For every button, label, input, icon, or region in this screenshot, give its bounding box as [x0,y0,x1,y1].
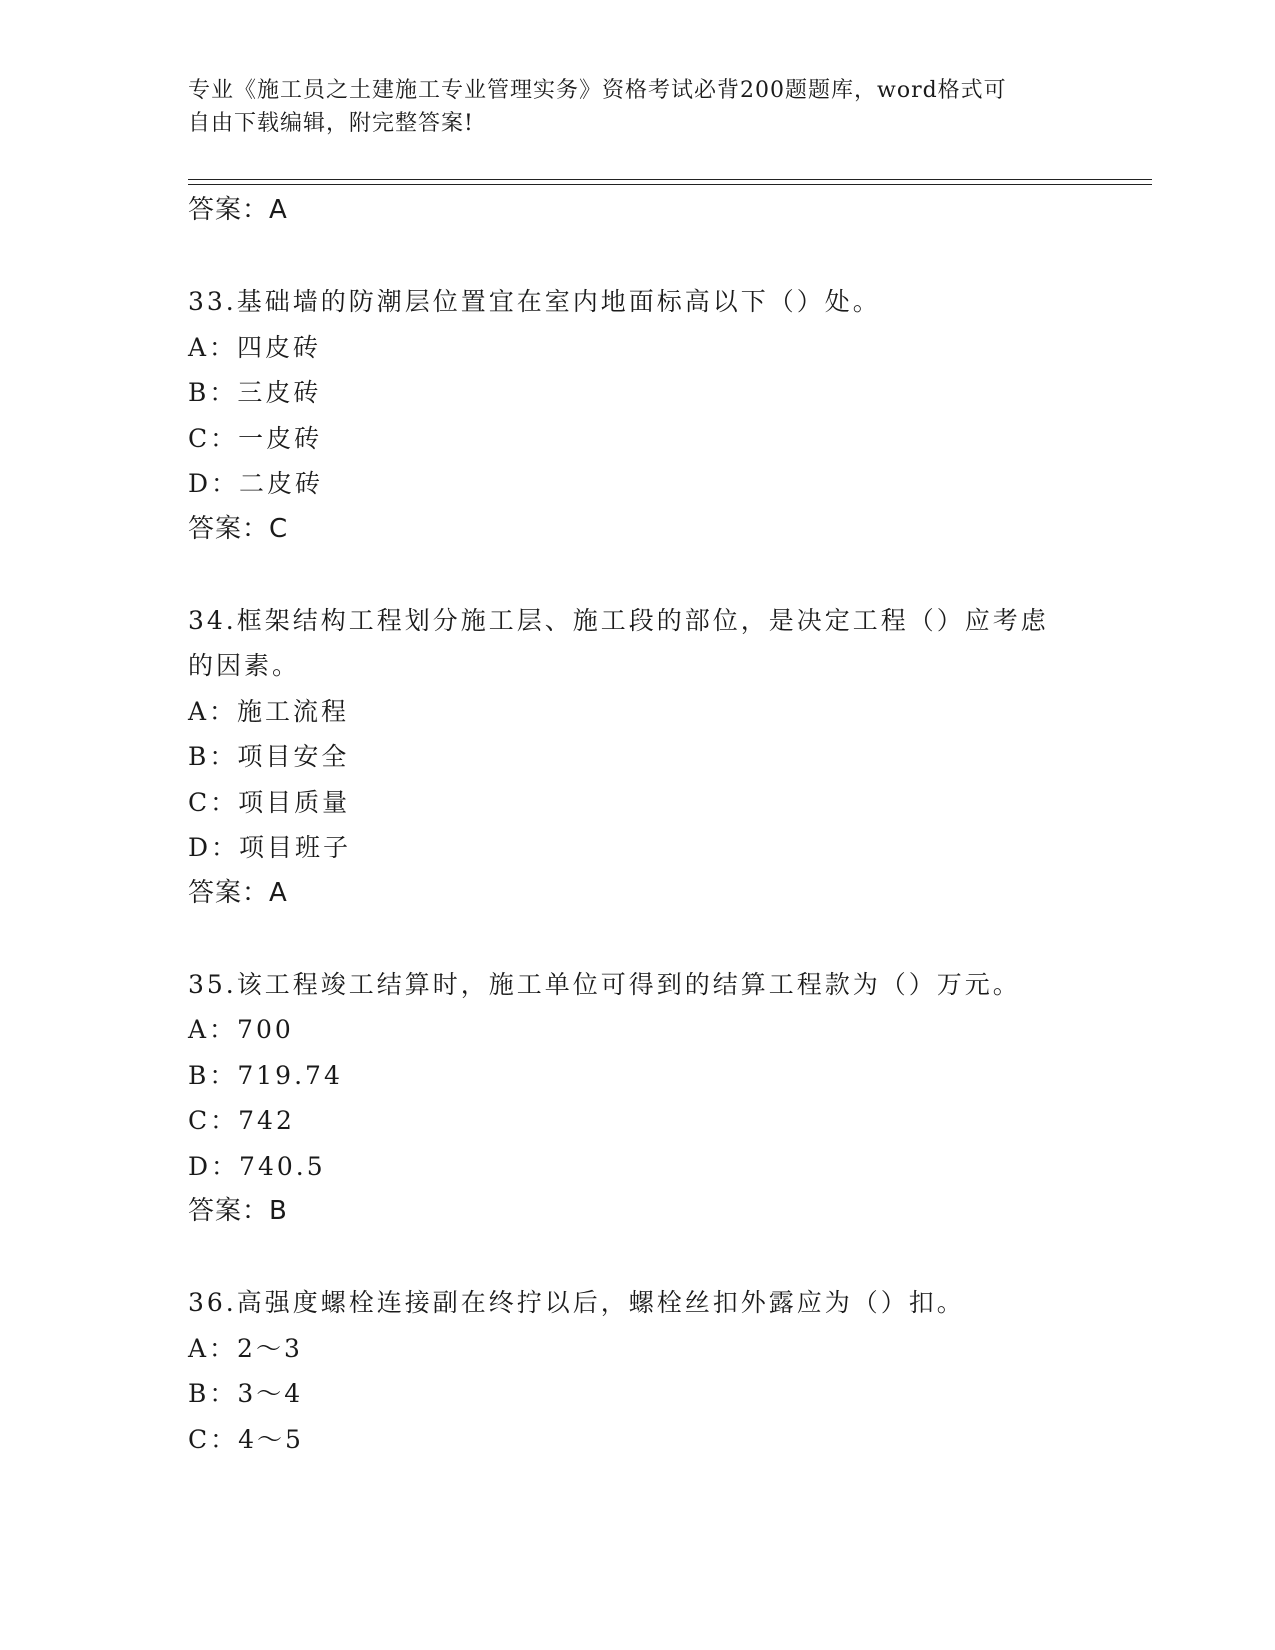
question-stem-line-1: 34.框架结构工程划分施工层、施工段的部位，是决定工程（）应考虑 [188,605,1049,635]
option-b: B：三皮砖 [188,378,322,407]
question-stem-line-2: 的因素。 [188,651,301,680]
answer: 答案：B [188,1196,288,1226]
answer: 答案：A [188,877,288,908]
option-a: A：施工流程 [188,696,350,726]
option-b: B：项目安全 [188,742,350,771]
option-d: D：二皮砖 [188,469,324,498]
spacer [188,1235,1088,1281]
option-c: C：4～5 [188,1424,304,1454]
header-divider-thin [188,184,1152,185]
header-divider-thick [188,179,1152,180]
question-33 [188,279,1088,552]
option-a: A：四皮砖 [188,332,322,362]
option-b: B：719.74 [188,1060,343,1090]
document-header [188,74,1088,140]
option-c: C：项目质量 [188,787,351,817]
option-c: C：742 [188,1106,295,1135]
option-a: A：2～3 [188,1333,303,1363]
spacer [188,916,1088,962]
header-line-2: 自由下载编辑，附完整答案! [188,111,474,136]
spacer [188,552,1088,598]
question-34 [188,598,1088,917]
answer: 答案：C [188,513,289,544]
question-list [188,188,1088,1462]
spacer [188,234,1088,280]
option-c: C：一皮砖 [188,423,323,453]
question-35 [188,962,1088,1235]
option-b: B：3～4 [188,1379,304,1408]
option-d: D：项目班子 [188,833,352,862]
header-line-1: 专业《施工员之土建施工专业管理实务》资格考试必背200题题库，word格式可 [188,78,1007,103]
question-stem: 35.该工程竣工结算时，施工单位可得到的结算工程款为（）万元。 [188,969,1021,999]
option-d: D：740.5 [188,1151,326,1181]
option-a: A：700 [188,1015,294,1044]
question-stem: 36.高强度螺栓连接副在终拧以后，螺栓丝扣外露应为（）扣。 [188,1288,965,1317]
question-36 [188,1280,1088,1462]
previous-answer: 答案：A [188,195,288,225]
question-stem: 33.基础墙的防潮层位置宜在室内地面标高以下（）处。 [188,287,881,316]
